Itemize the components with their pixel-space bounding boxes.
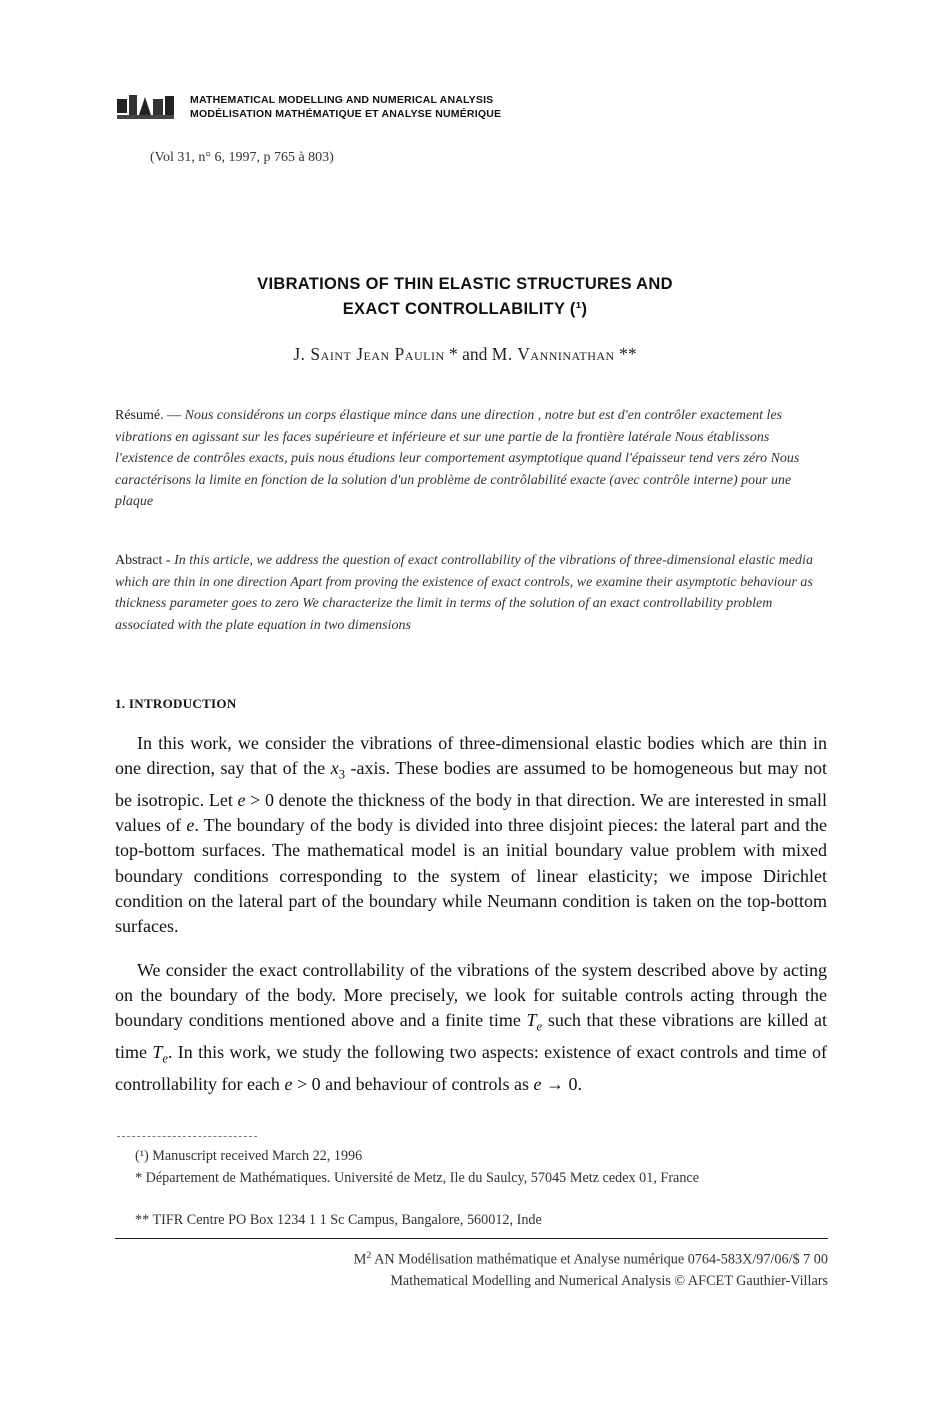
footer-m-prefix: M [353, 1251, 367, 1268]
footer-m-sup: 2 [366, 1250, 372, 1261]
footer-publisher-line: Mathematical Modelling and Numerical Analysis © AFCET Gauthier-Villars [390, 1273, 828, 1289]
author-1-mark: * [444, 344, 458, 364]
author-1: J. Saint Jean Paulin [293, 344, 445, 364]
p1-text-c: > 0 denote the thickness of the body in that direction. We are interested in small values of [115, 790, 828, 836]
footer-rule [115, 1238, 828, 1239]
footnote-3-mark: ** [135, 1212, 150, 1228]
p2-text-b: such that these vibrations are killed at time [115, 1010, 827, 1063]
footer-issn-line [115, 1250, 828, 1269]
author-conjunction: and [457, 344, 492, 364]
resume-label: Résumé. — [115, 408, 185, 423]
footnote-2-text: Département de Mathématiques. Université de Metz, Ile du Saulcy, 57045 Metz cedex 01, France [142, 1170, 700, 1186]
p2-math-t2: T [152, 1042, 163, 1063]
p1-text-a: In this work, we consider the vibrations of three-dimensional elastic bodies which are thin in one direction, say that of the [115, 733, 827, 779]
abstract-block [115, 550, 825, 636]
p1-text-d: . The boundary of the body is divided into three disjoint pieces: the lateral part and the top-bottom surfaces. The mathematical model is an initial boundary value problem with mixed boundary conditions corresponding to the system of linear elasticity; we impose Dirichlet condition on the lateral part of the boundary while Neumann condition is taken on the top-bottom surfaces. [115, 815, 827, 937]
journal-name-en: MATHEMATICAL MODELLING AND NUMERICAL ANALYSIS [190, 94, 494, 106]
p1-text-b: -axis. These bodies are assumed to be homogeneous but may not be isotropic. Let [115, 758, 827, 810]
footnote-1 [115, 1146, 827, 1167]
p1-math-x-sub: 3 [338, 767, 345, 782]
volume-info: (Vol 31, n° 6, 1997, p 765 à 803) [150, 150, 334, 165]
paragraph-1 [115, 731, 827, 939]
p2-math-e2: e [533, 1074, 542, 1094]
abstract-label: Abstract - [115, 553, 175, 568]
p2-text-a: We consider the exact controllability of the vibrations of the system described above by acting on the boundary of the body. More precisely, we look for suitable controls acting through the boundary conditions mentioned above and a finite time [115, 960, 827, 1031]
p1-math-e1: e [237, 790, 246, 810]
p1-math-x: x [330, 758, 339, 779]
p2-math-t2-sub: e [162, 1051, 168, 1066]
footnote-2 [115, 1168, 827, 1189]
author-line [0, 344, 930, 365]
footnote-3-text: TIFR Centre PO Box 1234 1 1 Sc Campus, Bangalore, 560012, Inde [149, 1212, 542, 1228]
footnote-3 [115, 1210, 827, 1231]
author-2-mark: ** [614, 344, 637, 364]
abstract-text: In this article, we address the question of exact controllability of the vibrations of three-dimensional elastic media which are thin in one direction Apart from proving the existence of exact controls, we examine their asymptotic behaviour as thickness parameter goes to zero We characterize the limit in terms of the solution of an exact controllability problem associated with the plate equation in two dimensions [115, 553, 813, 633]
paper-title-line-1: VIBRATIONS OF THIN ELASTIC STRUCTURES AND [257, 275, 673, 293]
footnote-separator [117, 1136, 257, 1138]
p2-text-d: > 0 and behaviour of controls as [292, 1074, 534, 1094]
p2-text-c: . In this work, we study the following two aspects: existence of exact controls and time of controllability for each [115, 1042, 827, 1094]
footer-issn-text: AN Modélisation mathématique et Analyse numérique 0764-583X/97/06/$ 7 00 [371, 1251, 828, 1268]
footnote-2-mark: * [135, 1170, 143, 1186]
footnote-1-text: Manuscript received March 22, 1996 [148, 1148, 363, 1164]
paper-title-line-2: EXACT CONTROLLABILITY (¹) [342, 300, 588, 318]
journal-name-fr: MODÉLISATION MATHÉMATIQUE ET ANALYSE NUMÉRIQUE [190, 108, 502, 120]
p2-math-e1: e [284, 1074, 293, 1094]
paragraph-2 [115, 958, 827, 1097]
resume-text: Nous considérons un corps élastique mince dans une direction , notre but est d'en contrôler exactement les vibrations en agissant sur les faces supérieure et inférieure et sur une partie de la frontière latérale Nous établissons l'existence de contrôles exacts, puis nous étudions leur comportement asymptotique quand l'épaisseur tend vers zéro Nous caractérisons la limite en fonction de la solution d'un problème de contrôlabilité exacte (avec contrôle interne) pour une plaque [115, 408, 800, 509]
footnote-1-mark: (¹) [135, 1148, 149, 1164]
p2-text-f: → 0. [541, 1074, 583, 1094]
section-heading: 1. INTRODUCTION [115, 696, 237, 711]
p1-math-e2: e [186, 815, 195, 836]
resume-block [115, 405, 825, 513]
p2-math-t1-sub: e [536, 1020, 543, 1034]
journal-logo-icon [115, 93, 177, 123]
author-2: M. Vanninathan [491, 344, 615, 364]
p2-math-t1: T [526, 1010, 537, 1031]
